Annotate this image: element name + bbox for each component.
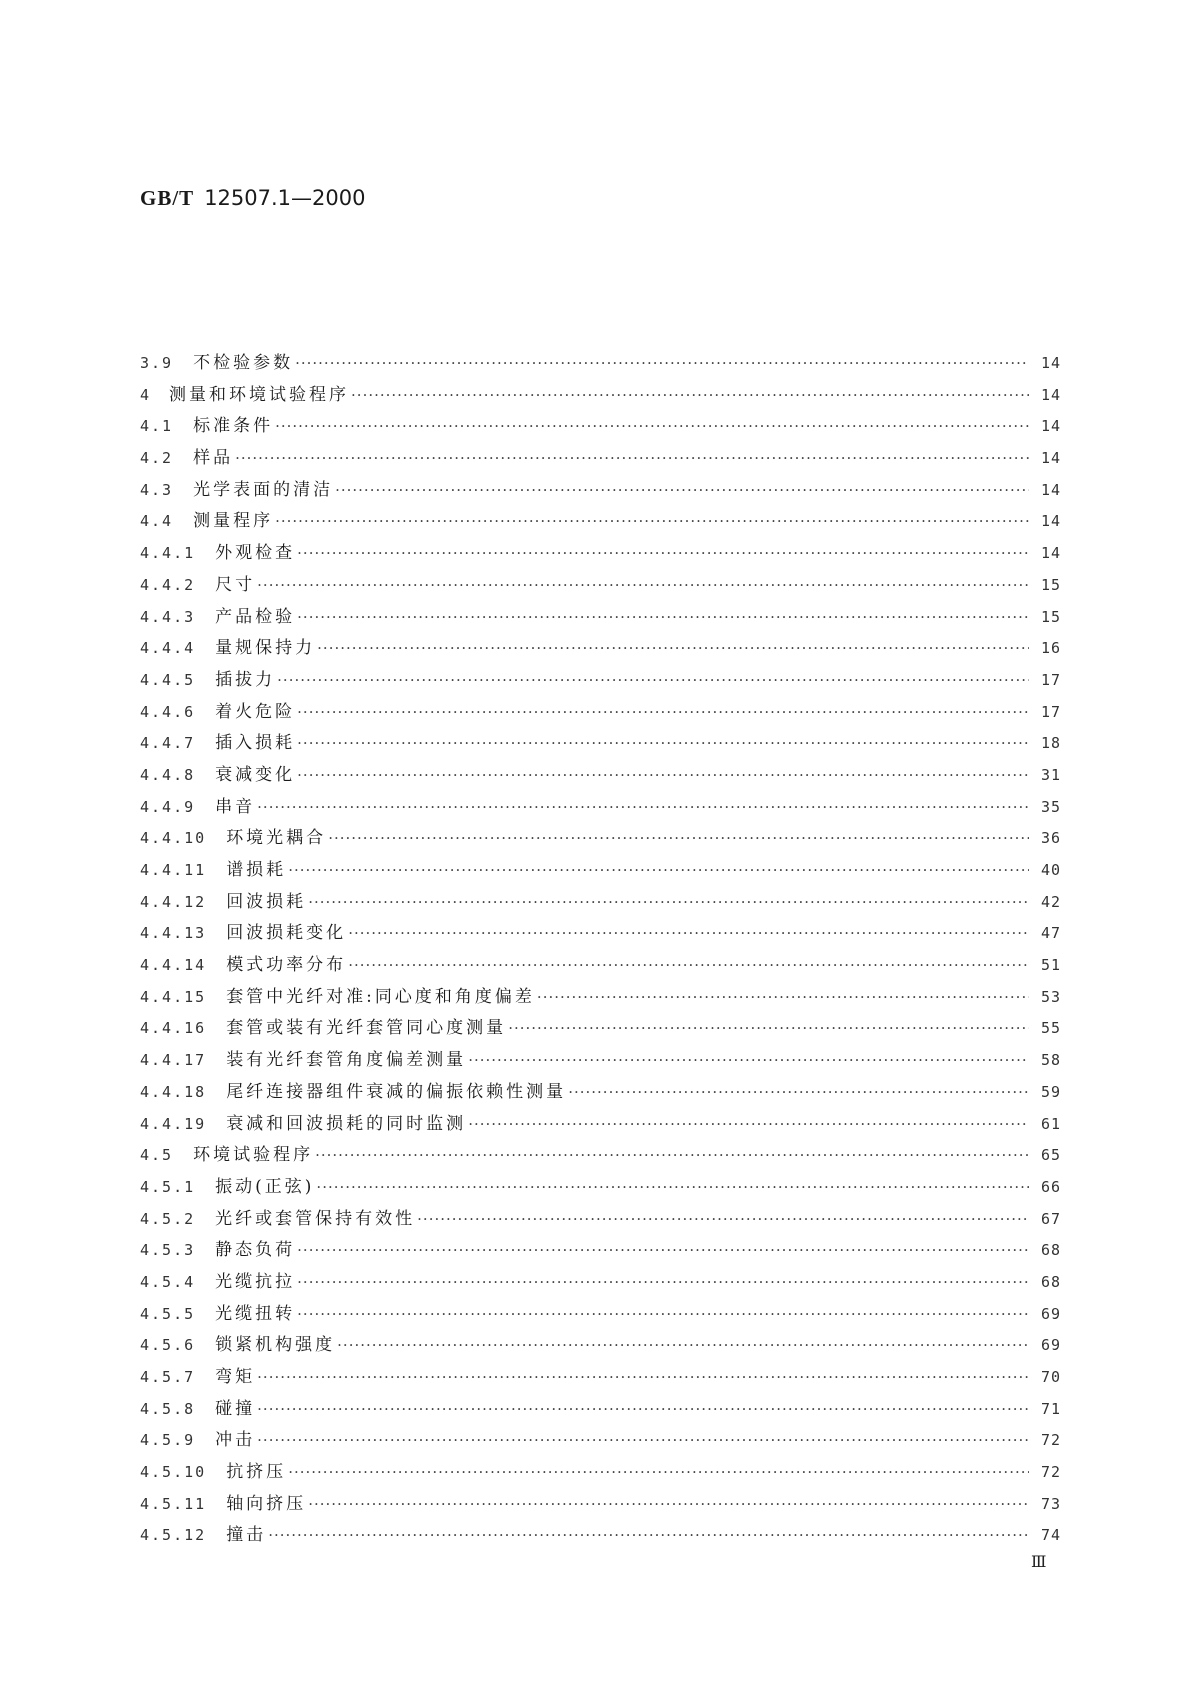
toc-entry-number: 4.4.17 xyxy=(140,1051,207,1070)
toc-entry-number: 4.5.9 xyxy=(140,1431,196,1450)
toc-dot-leader xyxy=(275,506,1029,538)
toc-entry[interactable] xyxy=(140,1520,1061,1552)
toc-entry-title: 模式功率分布 xyxy=(226,955,347,976)
toc-entry-number: 4.5.2 xyxy=(140,1209,196,1228)
toc-entry[interactable] xyxy=(140,887,1061,919)
toc-dot-leader xyxy=(297,1267,1029,1299)
toc-entry-number: 4.5.5 xyxy=(140,1304,196,1323)
toc-entry-page: 74 xyxy=(1040,1526,1061,1545)
toc-entry-number: 4.4.2 xyxy=(140,575,196,594)
toc-entry[interactable] xyxy=(140,792,1061,824)
toc-entry-title: 产品检验 xyxy=(215,606,296,627)
toc-entry-title: 尾纤连接器组件衰减的偏振依赖性测量 xyxy=(226,1081,567,1102)
toc-dot-leader xyxy=(257,570,1029,602)
toc-dot-leader xyxy=(468,1045,1029,1077)
toc-entry-title: 光学表面的清洁 xyxy=(193,479,334,500)
toc-dot-leader xyxy=(295,348,1029,380)
toc-entry-title: 套管或装有光纤套管同心度测量 xyxy=(226,1018,507,1039)
toc-entry-number: 4.4.18 xyxy=(140,1082,207,1101)
toc-entry[interactable] xyxy=(140,1425,1061,1457)
toc-entry-title: 外观检查 xyxy=(215,543,296,564)
toc-dot-leader xyxy=(317,633,1029,665)
toc-entry[interactable] xyxy=(140,633,1061,665)
toc-entry-number: 4.4.11 xyxy=(140,861,207,879)
toc-entry-page: 36 xyxy=(1040,829,1061,848)
toc-entry[interactable] xyxy=(140,1267,1061,1299)
toc-dot-leader xyxy=(297,602,1029,634)
toc-entry-page: 15 xyxy=(1040,575,1061,594)
toc-dot-leader xyxy=(297,760,1029,792)
toc-dot-leader xyxy=(275,411,1029,443)
toc-entry-number: 4.4.7 xyxy=(140,734,196,753)
toc-dot-leader xyxy=(316,1172,1029,1204)
toc-entry-page: 68 xyxy=(1040,1272,1061,1291)
toc-entry-page: 18 xyxy=(1040,734,1061,753)
toc-entry-number: 4.5.4 xyxy=(140,1272,196,1291)
toc-dot-leader xyxy=(308,1489,1029,1521)
toc-entry[interactable] xyxy=(140,1394,1061,1426)
toc-entry[interactable] xyxy=(140,760,1061,792)
toc-dot-leader xyxy=(288,1457,1029,1489)
toc-dot-leader xyxy=(268,1520,1029,1552)
toc-entry-title: 衰减和回波损耗的同时监测 xyxy=(226,1113,467,1134)
toc-dot-leader xyxy=(468,1109,1029,1141)
toc-dot-leader xyxy=(297,1299,1029,1331)
toc-entry-page: 14 xyxy=(1040,385,1061,404)
toc-entry-title: 碰撞 xyxy=(215,1398,256,1419)
toc-dot-leader xyxy=(257,1425,1029,1457)
toc-entry[interactable] xyxy=(140,380,1061,412)
toc-entry-page: 69 xyxy=(1040,1304,1061,1323)
toc-dot-leader xyxy=(351,380,1029,412)
toc-dot-leader xyxy=(257,1394,1029,1426)
toc-dot-leader xyxy=(308,887,1029,919)
toc-entry-number: 4.4.12 xyxy=(140,892,207,911)
toc-entry[interactable] xyxy=(140,1077,1061,1109)
toc-entry-page: 14 xyxy=(1040,449,1061,468)
toc-entry-title: 测量和环境试验程序 xyxy=(169,384,350,405)
toc-entry-title: 静态负荷 xyxy=(215,1240,296,1261)
toc-dot-leader xyxy=(568,1077,1029,1109)
toc-entry-title: 尺寸 xyxy=(215,574,256,595)
table-of-contents xyxy=(140,348,1061,1552)
toc-entry-number: 4.5.3 xyxy=(140,1241,196,1260)
toc-entry-number: 4.4.5 xyxy=(140,670,196,689)
toc-entry-page: 72 xyxy=(1040,1463,1061,1482)
page-number: Ⅲ xyxy=(1031,1552,1047,1571)
toc-entry[interactable] xyxy=(140,1235,1061,1267)
toc-entry-title: 测量程序 xyxy=(193,511,274,532)
toc-entry[interactable] xyxy=(140,1140,1061,1172)
toc-entry-number: 4.4.1 xyxy=(140,544,196,563)
document-header xyxy=(140,186,365,211)
toc-entry-title: 光缆抗拉 xyxy=(215,1271,296,1292)
toc-entry[interactable] xyxy=(140,443,1061,475)
toc-entry-page: 17 xyxy=(1040,702,1061,721)
toc-entry-title: 量规保持力 xyxy=(215,638,316,659)
toc-entry-number: 4.4.19 xyxy=(140,1114,207,1133)
toc-entry-number: 4.4.6 xyxy=(140,702,196,721)
toc-dot-leader xyxy=(297,1235,1029,1267)
toc-entry-page: 15 xyxy=(1040,607,1061,626)
toc-entry-page: 51 xyxy=(1040,956,1061,975)
toc-entry-number: 4.4.15 xyxy=(140,987,207,1006)
toc-entry[interactable] xyxy=(140,411,1061,443)
toc-dot-leader xyxy=(257,792,1029,824)
toc-entry-number: 4.4.3 xyxy=(140,607,196,626)
toc-entry-page: 35 xyxy=(1040,797,1061,816)
toc-dot-leader xyxy=(288,855,1029,887)
toc-entry-title: 样品 xyxy=(193,448,234,469)
toc-entry-page: 42 xyxy=(1040,892,1061,911)
toc-entry-page: 72 xyxy=(1040,1431,1061,1450)
toc-entry[interactable] xyxy=(140,1299,1061,1331)
toc-entry-title: 衰减变化 xyxy=(215,764,296,785)
toc-entry-number: 4.5.10 xyxy=(140,1463,207,1482)
toc-entry-number: 4.4.14 xyxy=(140,956,207,975)
toc-entry[interactable] xyxy=(140,1489,1061,1521)
toc-entry-number: 4.5 xyxy=(140,1146,174,1165)
toc-entry[interactable] xyxy=(140,1204,1061,1236)
toc-entry-title: 撞击 xyxy=(226,1525,267,1546)
toc-entry[interactable] xyxy=(140,506,1061,538)
toc-entry[interactable] xyxy=(140,728,1061,760)
toc-entry-title: 回波损耗变化 xyxy=(226,923,347,944)
toc-entry[interactable] xyxy=(140,1172,1061,1204)
toc-entry-page: 71 xyxy=(1040,1399,1061,1418)
toc-entry-page: 61 xyxy=(1040,1114,1061,1133)
toc-entry-title: 冲击 xyxy=(215,1430,256,1451)
toc-entry[interactable] xyxy=(140,1109,1061,1141)
toc-entry-number: 4.3 xyxy=(140,480,174,499)
toc-entry[interactable] xyxy=(140,982,1061,1014)
toc-entry-page: 31 xyxy=(1040,765,1061,784)
toc-entry-number: 4.5.6 xyxy=(140,1336,196,1355)
toc-entry-number: 4.1 xyxy=(140,417,174,436)
toc-entry-number: 4.4.9 xyxy=(140,797,196,816)
toc-entry-page: 17 xyxy=(1040,670,1061,689)
toc-dot-leader xyxy=(297,728,1029,760)
toc-entry-title: 插拔力 xyxy=(215,669,276,690)
toc-entry-title: 串音 xyxy=(215,796,256,817)
toc-entry-page: 67 xyxy=(1040,1209,1061,1228)
toc-entry-page: 53 xyxy=(1040,987,1061,1006)
toc-entry-page: 14 xyxy=(1040,512,1061,531)
toc-entry-title: 光纤或套管保持有效性 xyxy=(215,1208,416,1229)
toc-entry-page: 14 xyxy=(1040,354,1061,372)
toc-entry[interactable] xyxy=(140,475,1061,507)
toc-entry-number: 4.4.4 xyxy=(140,639,196,658)
toc-entry[interactable] xyxy=(140,1362,1061,1394)
toc-entry-title: 振动(正弦) xyxy=(215,1176,315,1197)
toc-entry-number: 4 xyxy=(140,385,152,404)
toc-entry-number: 4.4.10 xyxy=(140,829,207,848)
toc-entry-page: 47 xyxy=(1040,924,1061,943)
toc-entry[interactable] xyxy=(140,855,1061,887)
toc-entry[interactable] xyxy=(140,1045,1061,1077)
toc-entry[interactable] xyxy=(140,823,1061,855)
toc-entry-page: 73 xyxy=(1040,1494,1061,1513)
toc-entry[interactable] xyxy=(140,348,1061,380)
standard-number: 12507.1—2000 xyxy=(204,186,366,210)
toc-entry-page: 14 xyxy=(1040,544,1061,563)
toc-entry-number: 4.2 xyxy=(140,449,174,468)
toc-entry-number: 4.5.11 xyxy=(140,1494,207,1513)
toc-entry-title: 锁紧机构强度 xyxy=(215,1335,336,1356)
toc-entry-number: 4.4.16 xyxy=(140,1019,207,1038)
toc-entry-page: 68 xyxy=(1040,1241,1061,1260)
toc-dot-leader xyxy=(257,1362,1029,1394)
toc-entry-title: 套管中光纤对准:同心度和角度偏差 xyxy=(226,986,535,1007)
toc-dot-leader xyxy=(328,823,1029,855)
toc-entry-page: 40 xyxy=(1040,861,1061,879)
toc-entry-page: 59 xyxy=(1040,1082,1061,1101)
toc-dot-leader xyxy=(297,538,1029,570)
toc-entry-page: 14 xyxy=(1040,480,1061,499)
toc-entry-number: 4.5.7 xyxy=(140,1368,196,1386)
toc-entry-title: 抗挤压 xyxy=(226,1462,287,1483)
toc-entry[interactable] xyxy=(140,570,1061,602)
toc-entry-page: 65 xyxy=(1040,1146,1061,1165)
toc-dot-leader xyxy=(537,982,1029,1014)
toc-dot-leader xyxy=(417,1204,1029,1236)
toc-entry-title: 回波损耗 xyxy=(226,891,307,912)
toc-entry-title: 环境试验程序 xyxy=(193,1145,314,1166)
toc-entry-page: 16 xyxy=(1040,639,1061,658)
toc-entry-number: 4.5.1 xyxy=(140,1177,196,1196)
toc-entry-title: 弯矩 xyxy=(215,1367,256,1387)
toc-entry-title: 插入损耗 xyxy=(215,733,296,754)
toc-entry[interactable] xyxy=(140,1013,1061,1045)
toc-entry[interactable] xyxy=(140,697,1061,729)
toc-entry-title: 环境光耦合 xyxy=(226,828,327,849)
toc-dot-leader xyxy=(508,1013,1029,1045)
toc-entry-title: 着火危险 xyxy=(215,701,296,722)
toc-dot-leader xyxy=(235,443,1029,475)
toc-entry-page: 58 xyxy=(1040,1051,1061,1070)
toc-entry-title: 谱损耗 xyxy=(226,860,287,880)
toc-entry-number: 4.5.12 xyxy=(140,1526,207,1545)
toc-entry-title: 不检验参数 xyxy=(193,353,294,373)
toc-dot-leader xyxy=(337,1330,1029,1362)
toc-entry[interactable] xyxy=(140,950,1061,982)
toc-entry[interactable] xyxy=(140,665,1061,697)
toc-entry-title: 轴向挤压 xyxy=(226,1493,307,1514)
toc-entry[interactable] xyxy=(140,918,1061,950)
toc-entry-page: 66 xyxy=(1040,1177,1061,1196)
toc-entry-title: 装有光纤套管角度偏差测量 xyxy=(226,1050,467,1071)
toc-entry[interactable] xyxy=(140,1457,1061,1489)
toc-entry-number: 4.4.8 xyxy=(140,765,196,784)
toc-dot-leader xyxy=(335,475,1029,507)
toc-dot-leader xyxy=(348,918,1029,950)
toc-entry-title: 标准条件 xyxy=(193,416,274,437)
toc-entry-page: 70 xyxy=(1040,1368,1061,1386)
toc-entry-page: 69 xyxy=(1040,1336,1061,1355)
toc-entry[interactable] xyxy=(140,1330,1061,1362)
toc-entry-number: 4.4.13 xyxy=(140,924,207,943)
toc-dot-leader xyxy=(277,665,1029,697)
toc-entry-title: 光缆扭转 xyxy=(215,1303,296,1324)
toc-dot-leader xyxy=(297,697,1029,729)
toc-entry-page: 55 xyxy=(1040,1019,1061,1038)
toc-entry[interactable] xyxy=(140,538,1061,570)
toc-dot-leader xyxy=(348,950,1029,982)
toc-entry-number: 4.4 xyxy=(140,512,174,531)
toc-entry[interactable] xyxy=(140,602,1061,634)
toc-entry-number: 4.5.8 xyxy=(140,1399,196,1418)
toc-entry-page: 14 xyxy=(1040,417,1061,436)
toc-entry-number: 3.9 xyxy=(140,354,174,372)
standard-code: GB/T xyxy=(140,186,195,210)
toc-dot-leader xyxy=(315,1140,1029,1172)
